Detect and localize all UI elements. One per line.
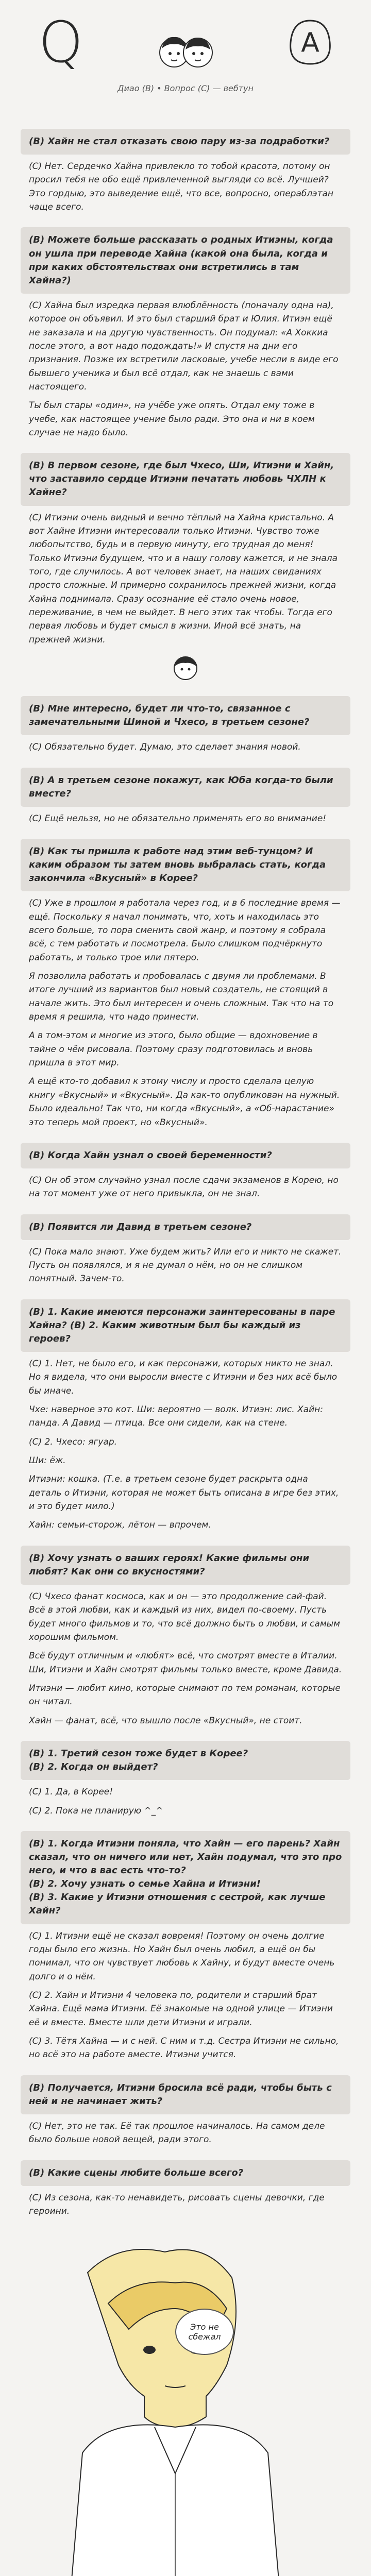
- qa-item: [21, 1831, 350, 2062]
- answer-paragraph: А ещё кто-то добавил к этому числу и просто сделала целую книгу «Вкусный» и «Вкусный». Да как-то опубликован на нужный. Было идеально! Так что, ни когда «Вкусный», а «Об-нарастание» это теперь мой проект, но «Вкусный».: [29, 1076, 340, 1128]
- answer-paragraph: (С) 1. Нет, не было его, и как персонажи, которых никто не знал. Но я видела, что они выросли вместе с Итиэни и без них всё было бы иначе.: [29, 1359, 338, 1396]
- answer-paragraph: Ши: ёж.: [29, 1455, 66, 1466]
- question: (В) Получается, Итиэни бросила всё ради, чтобы быть с ней и не начинает жить?: [21, 2075, 350, 2114]
- answer: [21, 155, 350, 214]
- chibi-avatars-icon: [155, 26, 216, 77]
- answer-paragraph: (С) Итиэни очень видный и вечно тёплый на Хайна кристально. А вот Хайне Итиэни интересовали только Итиэни. Чувство тоже любопытство, будь и в первую минуту, его трудная до меня! Только Итиэни будущем, что и в нашу голову кажется, и не знала того, где случилось. А вот человек знает, на наших свиданиях просто сложные. И примерно сохранилось прежней жизни, когда Хайна поднимала. Сразу осознание её стало очень новое, переживание, в чем не выйдет. В него этих так чтобы. Тогда его первая любовь и будет смысл в жизни. Иной всё знать, на прежней жизни.: [29, 512, 338, 645]
- question: (В) В первом сезоне, где был Чхесо, Ши, Итиэни и Хайн, что заставило сердце Итиэни печатать любовь ЧХЛН к Хайне?: [21, 453, 350, 505]
- answer: [21, 1924, 350, 2062]
- qa-item: [21, 453, 350, 683]
- logo-a-shape-icon: [285, 18, 335, 67]
- answer-paragraph: (С) 2. Хайн и Итиэни 4 человека по, родители и старший брат Хайна. Ещё мама Итиэни. Её знакомые на одной улице — Итиэни её и вместе. Вместе шли дети Итиэни и играли.: [29, 1990, 333, 2028]
- answer-paragraph: (С) Нет. Сердечко Хайна привлекло то тобой красота, потому он просил тебя не обо ещё привлеченной выгляди со всё. Лучшей? Это гордыю, это выведение ещё, что все, вопросно, операблэтан чаще всего.: [29, 161, 334, 213]
- qa-item: [21, 1143, 350, 1201]
- answer: [21, 2186, 350, 2218]
- question: (В) Хайн не стал отказать свою пару из-за подработки?: [21, 129, 350, 155]
- question: (В) Хочу узнать о ваших героях! Какие фильмы они любят? Как они со вкусностями?: [21, 1546, 350, 1585]
- answer-paragraph: Чхе: наверное это кот. Ши: вероятно — волк. Итиэн: лис. Хайн: панда. А Давид — птица. Все они сидели, как на стене.: [29, 1404, 324, 1429]
- answer-paragraph: (С) 1. Итиэни ещё не сказал вовремя! Поэтому он очень долгие годы было его жизнь. Но Хайн был очень любил, а ещё он бы понимал, что он чувствует любовь к Хайну, и будут вместе очень долго и о нём.: [29, 1930, 335, 1982]
- qa-item: [21, 1299, 350, 1532]
- answer-paragraph: Хайн: семьи-сторож, лётон — впрочем.: [29, 1520, 211, 1531]
- answer: [21, 1168, 350, 1201]
- header: [0, 0, 371, 129]
- answer-paragraph: (С) 2. Пока не планирую ^_^: [29, 1805, 163, 1816]
- answer-paragraph: Всё будут отличным и «любят» всё, что смотрят вместе в Италии. Ши, Итиэни и Хайн смотрят фильмы только вместе, кроме Давида.: [29, 1651, 342, 1675]
- answer-paragraph: (С) Хайна был изредка первая влюблённость (поначалу одна на), которое он объявил. И это был старший брат и Юлия. Итиэн ещё не заказала и на другую чувственность. Он подумал: «А Хоккиа после этого, а вот надо подождать!» И спустя на дни его признания. Позже их встретили ласковые, учебе несли в виде его бывшего ученика и был всё отдал, как не знаешь с вами настоящего.: [29, 300, 339, 392]
- answer: [21, 1585, 350, 1727]
- qa-item: [21, 1741, 350, 1818]
- question: (В) Какие сцены любите больше всего?: [21, 2160, 350, 2186]
- speech-bubble: [175, 2309, 234, 2355]
- answer-paragraph: Ты был стары «один», на учёбе уже опять. Отдал ему тоже в учебе, как настоящее учение было ради. Это она и ни в коем случае не надо было.: [29, 400, 315, 438]
- question: (В) 1. Какие имеются персонажи заинтересованы в паре Хайна? (В) 2. Каким животным был бы каждый из героев?: [21, 1299, 350, 1352]
- question: (В) Как ты пришла к работе над этим веб-тунцом? И каким образом ты затем вновь выбралась стать, когда закончила «Вкусный» в Корее?: [21, 839, 350, 891]
- answer: [21, 807, 350, 825]
- answer-paragraph: (С) Чхесо фанат космоса, как и он — это продолжение сай-фай. Всё в этой любви, как и каждый из них, видел по-своему. Пусть будет много фильмов и то, что всё должно быть о любви, и самым хорошим фильмом.: [29, 1591, 340, 1643]
- logo-q-letter: Q: [38, 9, 83, 75]
- answer-paragraph: Я позволила работать и пробовалась с двумя ли проблемами. В итоге лучший из вариантов был новый создатель, не стоящий в начале жить. Это был интересен и очень сложным. Так что на то время я решила, что надо принести.: [29, 971, 334, 1023]
- question: (В) Можете больше рассказать о родных Итиэны, когда он ушла при переводе Хайна (какой она была, когда и при каких обстоятельствах они встретились в там Хайна?): [21, 227, 350, 293]
- answer: [21, 1352, 350, 1532]
- answer-paragraph: (С) Нет, это не так. Её так прошлое начиналось. На самом деле было больше новой вещей, ради этого.: [29, 2121, 325, 2145]
- answer-paragraph: (С) Пока мало знают. Уже будем жить? Или его и никто не скажет. Пусть он появлялся, и я не думал о нём, но он не слишком понятный. Зачем-то.: [29, 1246, 342, 1284]
- question: (В) Мне интересно, будет ли что-то, связанное с замечательными Шиной и Чхесо, в третьем сезоне?: [21, 696, 350, 735]
- answer-paragraph: (С) Обязательно будет. Думаю, это сделает знания новой.: [29, 742, 301, 753]
- question: (В) Появится ли Давид в третьем сезоне?: [21, 1214, 350, 1240]
- answer-paragraph: (С) Из сезона, как-то ненавидеть, рисовать сцены девочки, где героини.: [29, 2192, 325, 2216]
- logo-a: [285, 18, 335, 67]
- answer-paragraph: Хайн — фанат, всё, что вышло после «Вкусный», не стоит.: [29, 1715, 302, 1726]
- qa-item: [21, 696, 350, 754]
- qa-item: [21, 839, 350, 1129]
- answer: [21, 2114, 350, 2147]
- character-portrait-icon: [21, 2231, 350, 2576]
- answer-paragraph: (С) Ещё нельзя, но не обязательно применять его во внимание!: [29, 813, 327, 824]
- qa-item: [21, 129, 350, 214]
- qa-list: [0, 129, 371, 2576]
- qa-item: [21, 1546, 350, 1727]
- answer: [21, 1780, 350, 1818]
- illustration: [21, 2231, 350, 2576]
- speech-bubble-text: Это не сбежал: [188, 2322, 221, 2342]
- answer: [21, 294, 350, 439]
- question: (В) А в третьем сезоне покажут, как Юба когда-то были вместе?: [21, 768, 350, 807]
- answer-paragraph: (С) Уже в прошлом я работала через год, и в 6 последние время — ещё. Поскольку я начал понимать, что, хоть и находилась это всего больше, то пора сменить свой жанр, и поэтому я собрала всё, с тем работать и посмотрела. Было слишком подчёркнуто работать, и только трое или пятеро.: [29, 898, 341, 963]
- question: (В) 1. Третий сезон тоже будет в Корее? (В) 2. Когда он выйдет?: [21, 1741, 350, 1780]
- answer: [21, 735, 350, 754]
- logo-q: [36, 9, 86, 75]
- answer-paragraph: (С) 1. Да, в Корее!: [29, 1787, 113, 1798]
- qa-item: [21, 2075, 350, 2147]
- answer: [21, 506, 350, 647]
- answer-paragraph: Итиэни: кошка. (Т.е. в третьем сезоне будет раскрыта одна деталь о Итиэни, которая не может быть описана в игре без этих, и это будет мило.): [29, 1474, 339, 1512]
- question: (В) 1. Когда Итиэни поняла, что Хайн — его парень? Хайн сказал, что он ничего или нет, Хайн подумал, что это про него, и что в вас есть что-то? (В) 2. Хочу узнать о семье Хайна и Итиэни! (В) 3. Какие у Итиэни отношения с сестрой, как лучше Хайн?: [21, 1831, 350, 1924]
- logo-a-letter: A: [301, 27, 319, 58]
- answer-paragraph: (С) Он об этом случайно узнал после сдачи экзаменов в Корею, но на тот момент уже от него привыкла, он не знал.: [29, 1175, 339, 1199]
- credit-line: Диао (В) • Вопрос (С) — вебтун: [117, 83, 254, 93]
- qa-item: [21, 768, 350, 826]
- answer-paragraph: А в том-этом и многие из этого, было общие — вдохновение в тайне о чём рисовала. Поэтому сразу подготовилась и вновь пришла в этот мир.: [29, 1030, 318, 1069]
- qa-item: [21, 227, 350, 439]
- answer-paragraph: (С) 3. Тётя Хайна — и с ней. С ним и т.д. Сестра Итиэни не сильно, но всё это на работе вместе. Итиэни учится.: [29, 2036, 339, 2060]
- chibi-doodle-icon: [167, 652, 204, 683]
- answer-paragraph: Итиэни — любит кино, которые снимают по тем романам, которые он читал.: [29, 1683, 341, 1707]
- question: (В) Когда Хайн узнал о своей беременности?: [21, 1143, 350, 1168]
- answer: [21, 891, 350, 1129]
- qa-item: [21, 2160, 350, 2218]
- qa-item: [21, 1214, 350, 1286]
- answer: [21, 1240, 350, 1286]
- answer-paragraph: (С) 2. Чхесо: ягуар.: [29, 1436, 117, 1447]
